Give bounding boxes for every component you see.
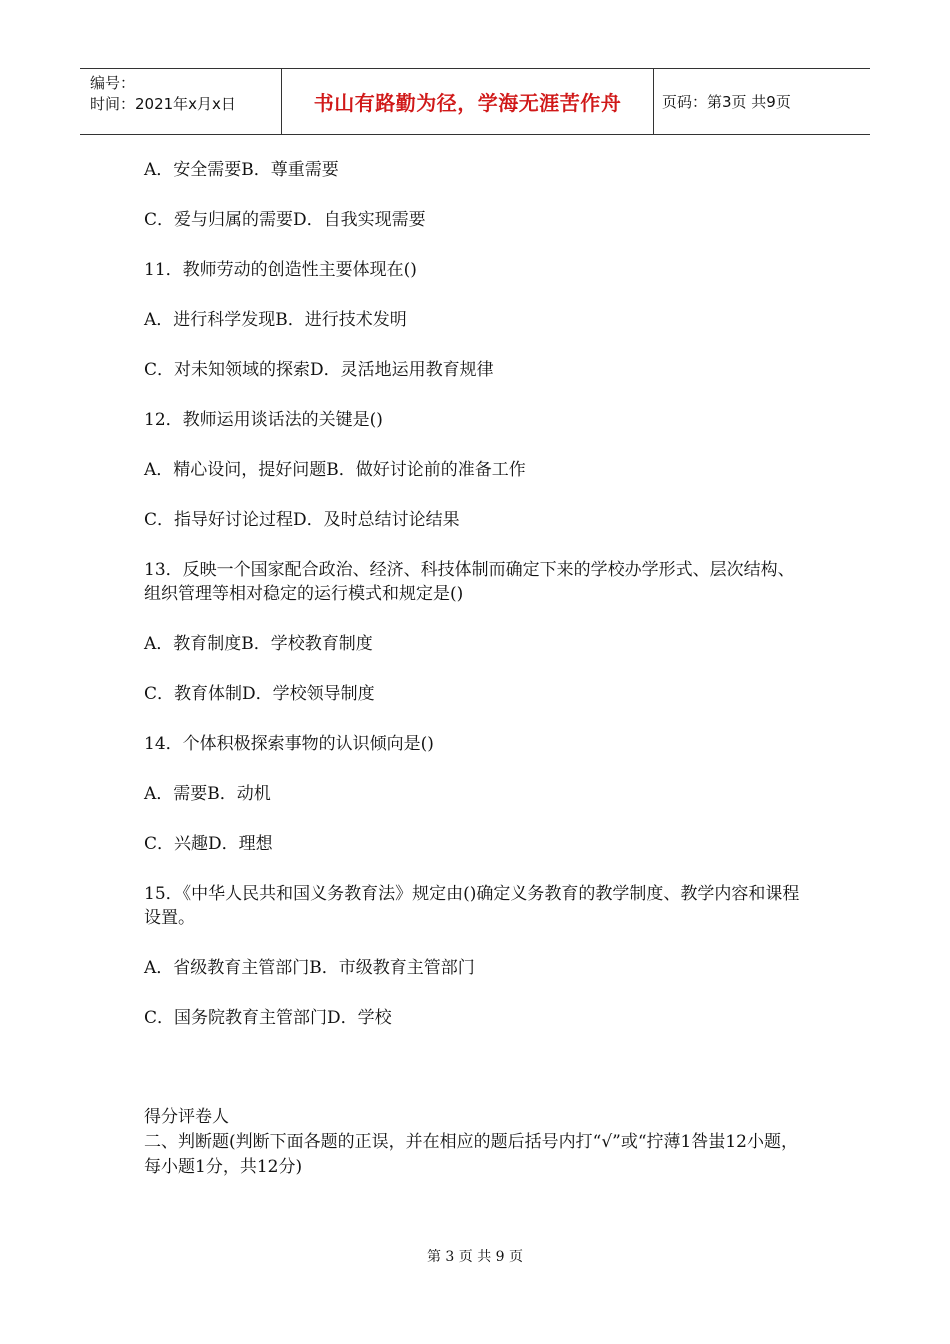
section-title: 二、判断题(判断下面各题的正误，并在相应的题后括号内打“√”或“拧薄1咎蚩12小题，每小题1分，共12分) <box>144 1132 798 1177</box>
option-line: C．教育体制D．学校领导制度 <box>144 684 375 704</box>
option-line: A．安全需要B．尊重需要 <box>144 160 339 180</box>
option-line: C．国务院教育主管部门D．学校 <box>144 1008 392 1028</box>
option-line: A．精心设问，提好问题B．做好讨论前的准备工作 <box>144 460 526 480</box>
option-line: C．指导好讨论过程D．及时总结讨论结果 <box>144 510 460 530</box>
header-meta <box>80 69 282 134</box>
section-block <box>144 1105 804 1180</box>
question-line: 13．反映一个国家配合政治、经济、科技体制而确定下来的学校办学形式、层次结构、组织管理等相对稳定的运行模式和规定是() <box>144 560 795 604</box>
page-header <box>80 68 870 135</box>
doc-number-label: 编号： <box>90 74 136 92</box>
header-motto: 书山有路勤为径，学海无涯苦作舟 <box>282 69 654 134</box>
question-line: 12．教师运用谈话法的关键是() <box>144 410 383 430</box>
header-page-info: 页码：第3页 共9页 <box>662 93 791 111</box>
question-list <box>144 158 804 1056</box>
question-line: 11．教师劳动的创造性主要体现在() <box>144 260 417 280</box>
option-line: A．进行科学发现B．进行技术发明 <box>144 310 407 330</box>
option-line: A．需要B．动机 <box>144 784 271 804</box>
option-line: C．对未知领域的探索D．灵活地运用教育规律 <box>144 360 494 380</box>
option-line: A．教育制度B．学校教育制度 <box>144 634 373 654</box>
option-line: C．兴趣D．理想 <box>144 834 273 854</box>
page-footer: 第 3 页 共 9 页 <box>426 1249 524 1265</box>
option-line: C．爱与归属的需要D．自我实现需要 <box>144 210 426 230</box>
question-line: 14．个体积极探索事物的认识倾向是() <box>144 734 434 754</box>
question-line: 15．《中华人民共和国义务教育法》规定由()确定义务教育的教学制度、教学内容和课程设置。 <box>144 884 800 928</box>
scorer-label: 得分评卷人 <box>144 1107 229 1127</box>
doc-time-label: 时间：2021年x月x日 <box>90 95 236 113</box>
option-line: A．省级教育主管部门B．市级教育主管部门 <box>144 958 475 978</box>
